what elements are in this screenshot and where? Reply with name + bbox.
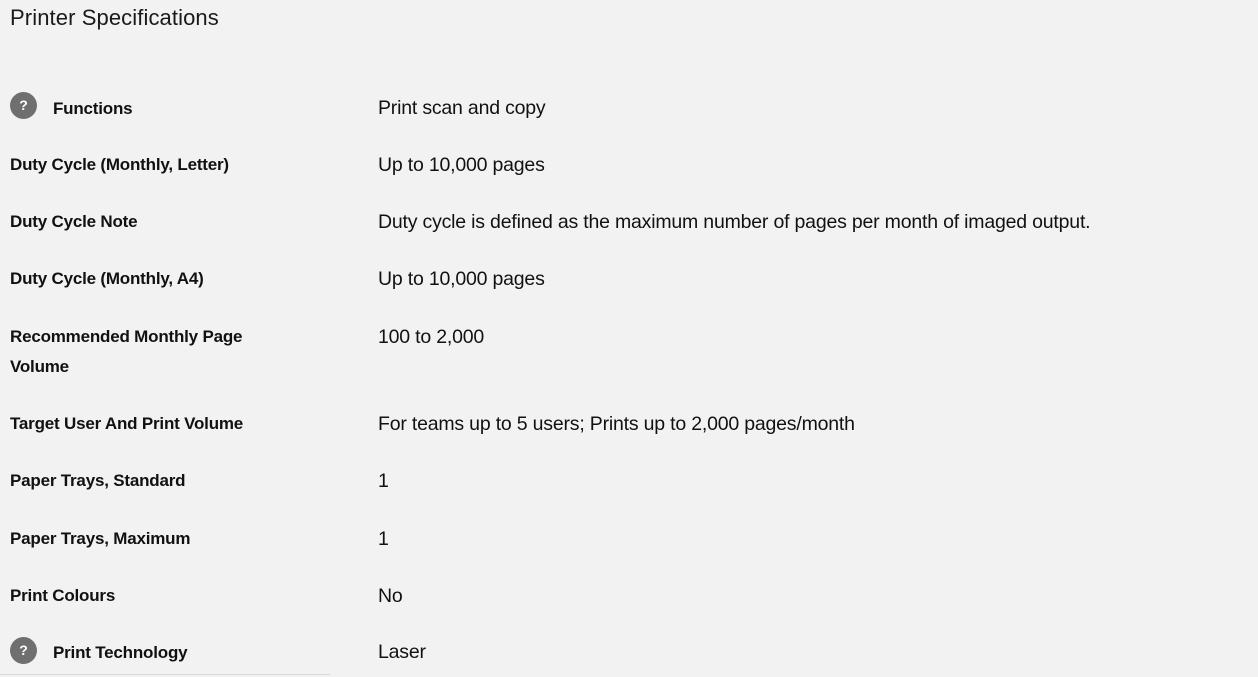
- spec-label: Duty Cycle Note: [10, 212, 138, 231]
- spec-value: 1: [378, 528, 389, 550]
- spec-value: Up to 10,000 pages: [378, 154, 545, 176]
- spec-value: For teams up to 5 users; Prints up to 2,000 pages/month: [378, 413, 855, 435]
- spec-value: Laser: [378, 641, 426, 663]
- spec-label: Duty Cycle (Monthly, A4): [10, 269, 204, 288]
- spec-label: Paper Trays, Standard: [10, 471, 186, 490]
- help-icon[interactable]: ?: [10, 92, 37, 119]
- spec-label: Duty Cycle (Monthly, Letter): [10, 155, 229, 174]
- spec-value: Print scan and copy: [378, 97, 546, 119]
- spec-label: Print Technology: [53, 643, 188, 662]
- spec-value: Up to 10,000 pages: [378, 268, 545, 290]
- spec-label: Paper Trays, Maximum: [10, 529, 191, 548]
- spec-value: 100 to 2,000: [378, 326, 485, 348]
- divider: [0, 674, 330, 675]
- spec-value: No: [378, 585, 403, 607]
- spec-label: Recommended Monthly Page Volume: [10, 327, 243, 376]
- spec-label: Target User And Print Volume: [10, 414, 244, 433]
- spec-label: Functions: [53, 99, 133, 118]
- spec-value: 1: [378, 470, 389, 492]
- spec-label: Print Colours: [10, 586, 116, 605]
- help-icon[interactable]: ?: [10, 637, 37, 664]
- page-title: Printer Specifications: [10, 5, 219, 30]
- spec-value: Duty cycle is defined as the maximum number of pages per month of imaged output.: [378, 211, 1091, 233]
